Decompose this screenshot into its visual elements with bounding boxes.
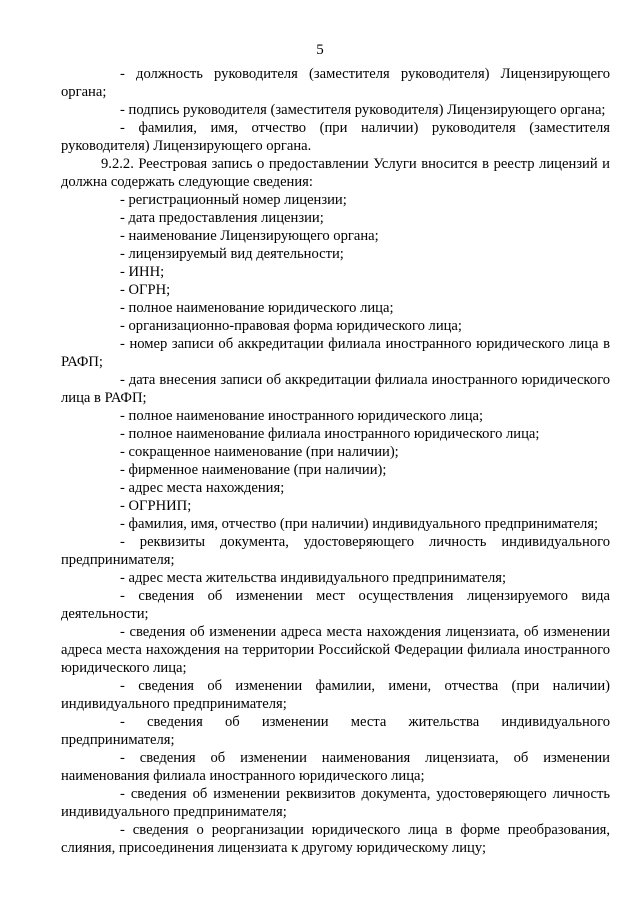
list-item: - полное наименование иностранного юридического лица; xyxy=(120,408,484,424)
list-item: - полное наименование юридического лица; xyxy=(120,300,394,316)
list-item: - дата внесения записи об аккредитации филиала иностранного юридического лица в РАФП; xyxy=(61,372,610,406)
list-item: - организационно-правовая форма юридического лица; xyxy=(120,318,462,334)
section-paragraph-9-2-2: 9.2.2. Реестровая запись о предоставлении Услуги вносится в реестр лицензий и должна содержать следующие сведения: xyxy=(61,156,610,190)
list-item: - фамилия, имя, отчество (при наличии) индивидуального предпринимателя; xyxy=(120,516,599,532)
list-item: - наименование Лицензирующего органа; xyxy=(120,228,379,244)
list-item: - лицензируемый вид деятельности; xyxy=(120,246,344,262)
list-item: - полное наименование филиала иностранного юридического лица; xyxy=(120,426,540,442)
list-item: - адрес места нахождения; xyxy=(120,480,285,496)
list-item: - регистрационный номер лицензии; xyxy=(120,192,347,208)
document-body xyxy=(61,65,610,857)
list-item: - ОГРНИП; xyxy=(120,498,192,514)
list-item: - сведения об изменении фамилии, имени, отчества (при наличии) индивидуального предпринимателя; xyxy=(61,678,610,712)
list-item: - сведения об изменении адреса места нахождения лицензиата, об изменении адреса места нахождения на территории Российской Федерации филиала иностранного юридического лица; xyxy=(61,624,610,676)
page-number: 5 xyxy=(316,42,324,58)
paragraph: - подпись руководителя (заместителя руководителя) Лицензирующего органа; xyxy=(120,102,606,118)
list-item: - ОГРН; xyxy=(120,282,171,298)
list-item: - реквизиты документа, удостоверяющего личность индивидуального предпринимателя; xyxy=(61,534,610,568)
list-item: - сведения об изменении наименования лицензиата, об изменении наименования филиала иностранного юридического лица; xyxy=(61,750,610,784)
list-item: - дата предоставления лицензии; xyxy=(120,210,324,226)
list-item: - сведения об изменении реквизитов документа, удостоверяющего личность индивидуального предпринимателя; xyxy=(61,786,610,820)
list-item: - номер записи об аккредитации филиала иностранного юридического лица в РАФП; xyxy=(61,336,610,370)
list-item: - адрес места жительства индивидуального предпринимателя; xyxy=(120,570,507,586)
paragraph: - должность руководителя (заместителя руководителя) Лицензирующего органа; xyxy=(61,66,610,100)
paragraph: - фамилия, имя, отчество (при наличии) руководителя (заместителя руководителя) Лицензирующего органа. xyxy=(61,120,610,154)
list-item: - ИНН; xyxy=(120,264,165,280)
list-item: - сведения о реорганизации юридического лица в форме преобразования, слияния, присоединения лицензиата к другому юридическому лицу; xyxy=(61,822,610,856)
list-item: - сокращенное наименование (при наличии); xyxy=(120,444,399,460)
list-item: - фирменное наименование (при наличии); xyxy=(120,462,387,478)
list-item: - сведения об изменении мест осуществления лицензируемого вида деятельности; xyxy=(61,588,610,622)
list-item: - сведения об изменении места жительства индивидуального предпринимателя; xyxy=(61,714,610,748)
